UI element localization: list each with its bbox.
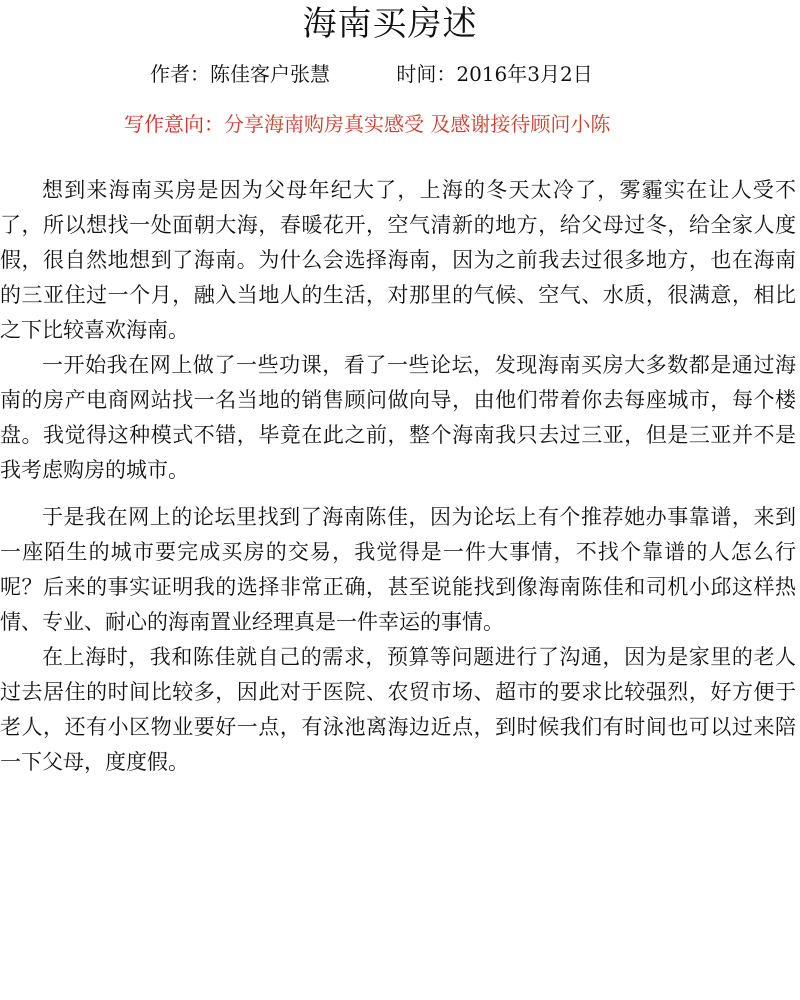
paragraph-3: 于是我在网上的论坛里找到了海南陈佳，因为论坛上有个推荐她办事靠谱，来到一座陌生的城市要完成买房的交易，我觉得是一件大事情，不找个靠谱的人怎么行呢？后来的事实证明我的选择非常正确，甚至说能找到像海南陈佳和司机小邱这样热情、专业、耐心的海南置业经理真是一件幸运的事情。 — [0, 505, 796, 634]
writing-intent — [124, 108, 610, 140]
date-line: 时间：2016年3月2日 — [396, 62, 593, 86]
writing-intent-value: 分享海南购房真实感受 及感谢接待顾问小陈 — [224, 112, 611, 136]
writing-intent-label: 写作意向： — [124, 112, 224, 136]
document-title: 海南买房述 — [302, 4, 478, 44]
paragraph-4: 在上海时，我和陈佳就自己的需求，预算等问题进行了沟通，因为是家里的老人过去居住的时间比较多，因此对于医院、农贸市场、超市的要求比较强烈，好方便于老人，还有小区物业要好一点，有泳池离海边近点，到时候我们有时间也可以过来陪一下父母，度度假。 — [0, 645, 796, 774]
author-line: 作者：陈佳客户张慧 — [150, 62, 330, 86]
document-meta — [150, 58, 593, 90]
document-body — [0, 173, 796, 780]
paragraph-2: 一开始我在网上做了一些功课，看了一些论坛，发现海南买房大多数都是通过海南的房产电商网站找一名当地的销售顾问做向导，由他们带着你去每座城市，每个楼盘。我觉得这种模式不错，毕竟在此之前，整个海南我只去过三亚，但是三亚并不是我考虑购房的城市。 — [0, 353, 796, 482]
paragraph-1: 想到来海南买房是因为父母年纪大了，上海的冬天太冷了，雾霾实在让人受不了，所以想找一处面朝大海，春暖花开，空气清新的地方，给父母过冬，给全家人度假，很自然地想到了海南。为什么会选择海南，因为之前我去过很多地方，也在海南的三亚住过一个月，融入当地人的生活，对那里的气候、空气、水质，很满意，相比之下比较喜欢海南。 — [0, 178, 796, 342]
